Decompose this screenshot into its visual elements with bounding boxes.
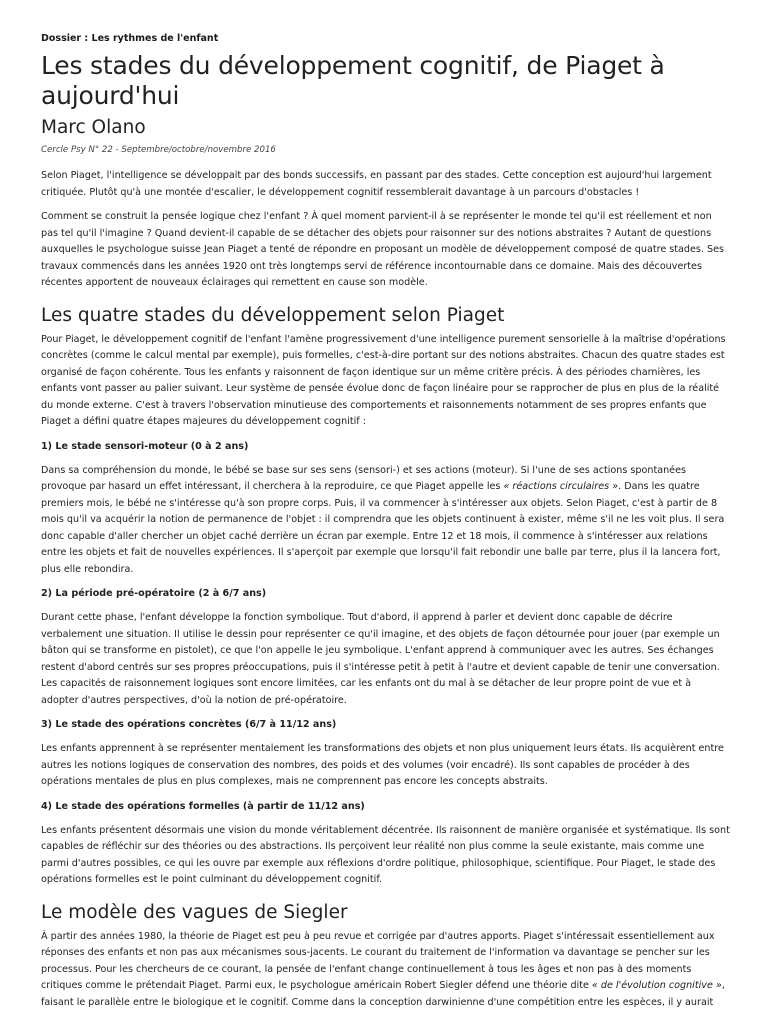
stage-1-text-part-a: Dans sa compréhension du monde, le bébé se base sur ses sens (sensori-) et ses actions (moteur). Si l'une de ses actions spontanées provoque par hasard un effet intéressant, il cherchera à la reproduire, ce que Piaget appelle les bbox=[41, 464, 686, 492]
stage-1-text-emphasis: « réactions circulaires » bbox=[503, 481, 619, 492]
author-name: Marc Olano bbox=[41, 117, 146, 138]
stage-3-text: Les enfants apprennent à se représenter mentalement les transformations des objets et non plus uniquement leurs états. Ils acquièrent entre autres les notions logiques de conservation des nombres, des poids et des volumes (voir encadré). Ils sont capables de procéder à des opérations mentales de plus en plus complexes, mais ne comprennent pas encore les concepts abstraits. bbox=[41, 743, 724, 787]
section-heading-piaget: Les quatre stades du développement selon Piaget bbox=[41, 304, 505, 326]
article bbox=[41, 33, 731, 1019]
stage-4-heading: 4) Le stade des opérations formelles (à partir de 11/12 ans) bbox=[41, 800, 365, 812]
siegler-text-part-b: , faisant le parallèle entre le biologique et le cognitif. Comme dans la conception darwinienne d'une compétition entre les espèces, il y aurait bbox=[41, 980, 725, 1008]
stage-2-heading: 2) La période pré-opératoire (2 à 6/7 ans) bbox=[41, 588, 267, 599]
siegler-paragraph bbox=[41, 929, 731, 1012]
stage-4-text: Les enfants présentent désormais une vision du monde véritablement décentrée. Ils raisonnent de manière organisée et systématique. Ils sont capables de réfléchir sur des théories ou des abstractions. Ils perçoivent leur réalité non plus comme la seule existante, mais comme une parmi d'autres possibles, ce qui les ouvre par exemple aux réflexions d'ordre politique, philosophique, scientifique. Pour Piaget, le stade des opérations formelles est le point culminant du développement cognitif. bbox=[41, 824, 730, 885]
section-heading-siegler: Le modèle des vagues de Siegler bbox=[41, 901, 348, 923]
stage-1-text bbox=[41, 463, 731, 579]
section-1-paragraph: Pour Piaget, le développement cognitif de l'enfant l'amène progressivement d'une intelligence purement sensorielle à la maîtrise d'opérations concrètes (comme le calcul mental par exemple), puis formelles, c'est-à-dire portant sur des notions abstraites. Chacun des quatre stades est organisé de façon cohérente. Tous les enfants y raisonnent de façon identique sur un même critère précis. À des périodes charnières, les enfants vont passer au palier suivant. Leur système de pensée évolue donc de façon linéaire pour se rapprocher de plus en plus de la réalité du monde externe. C'est à travers l'observation minutieuse des comportements et raisonnements notamment de ses propres enfants que Piaget a défini quatre étapes majeures du développement cognitif : bbox=[41, 333, 726, 427]
stage-2-text: Durant cette phase, l'enfant développe la fonction symbolique. Tout d'abord, il apprend à parler et devient donc capable de décrire verbalement une situation. Il utilise le dessin pour représenter ce qu'il imagine, et des objets de façon détournée pour jouer (par exemple un bâton qui se transforme en pistolet), ce que l'on appelle le jeu symbolique. L'enfant apprend à communiquer avec les autres. Ses échanges restent d'abord centrés sur ses propres préoccupations, puis il s'intéresse petit à petit à l'autre et devient capable de tenir une conversation. Les capacités de raisonnement logiques sont encore limitées, car les enfants ont du mal à se détacher de leur propre point de vue et à adopter d'autres perspectives, d'où la notion de pré-opératoire. bbox=[41, 612, 720, 706]
stage-1-heading: 1) Le stade sensori-moteur (0 à 2 ans) bbox=[41, 440, 249, 452]
siegler-text-emphasis: « de l'évolution cognitive » bbox=[591, 980, 722, 991]
paragraph-1: Comment se construit la pensée logique chez l'enfant ? À quel moment parvient-il à se représenter le monde tel qu'il est réellement et non pas tel qu'il l'imagine ? Quand devient-il capable de se détacher des objets pour raisonner sur des notions abstraites ? Autant de questions auxquelles le psychologue suisse Jean Piaget a tenté de répondre en proposant un modèle de développement composé de quatre stades. Ses travaux commencés dans les années 1920 ont très longtemps servi de référence incontournable dans ce domaine. Mais des découvertes récentes apportent de nouveaux éclairages qui remettent en cause son modèle. bbox=[41, 211, 725, 288]
publication-source: Cercle Psy N° 22 - Septembre/octobre/novembre 2016 bbox=[41, 145, 276, 155]
dossier-label: Dossier : Les rythmes de l'enfant bbox=[41, 33, 219, 44]
article-title: Les stades du développement cognitif, de Piaget à aujourd'hui bbox=[41, 51, 665, 110]
intro-paragraph: Selon Piaget, l'intelligence se développait par des bonds successifs, en passant par des stades. Cette conception est aujourd'hui largement critiquée. Plutôt qu'à une montée d'escalier, le développement cognitif ressemblerait davantage à un parcours d'obstacles ! bbox=[41, 170, 712, 198]
siegler-text-part-a: À partir des années 1980, la théorie de Piaget est peu à peu revue et corrigée par d'autres apports. Piaget s'intéressait essentiellement aux réponses des enfants et non pas aux mécanismes sous-jacents. Le courant du traitement de l'information va davantage se pencher sur les processus. Pour les chercheurs de ce courant, la pensée de l'enfant change continuellement à tous les âges et non pas à des moments critiques comme le prétendait Piaget. Parmi eux, le psychologue américain Robert Siegler défend une théorie dite bbox=[41, 930, 715, 991]
stage-1-text-part-b: . Dans les quatre premiers mois, le bébé ne s'intéresse qu'à son propre corps. Puis, il va commencer à s'intéresser aux objets. Selon Piaget, c'est à partir de 8 mois qu'il va acquérir la notion de permanence de l'objet : il comprendra que les objets continuent à exister, même s'il ne les voit plus. Il sera donc capable d'aller chercher un objet caché derrière un écran par exemple. Entre 12 et 18 mois, il commence à s'intéresser aux relations entre les objets et fait de nouvelles expériences. Il s'aperçoit par exemple que lorsqu'il fait rebondir une balle par terre, plus il la lancera fort, plus elle rebondira. bbox=[41, 481, 725, 575]
stage-3-heading: 3) Le stade des opérations concrètes (6/7 à 11/12 ans) bbox=[41, 719, 337, 730]
